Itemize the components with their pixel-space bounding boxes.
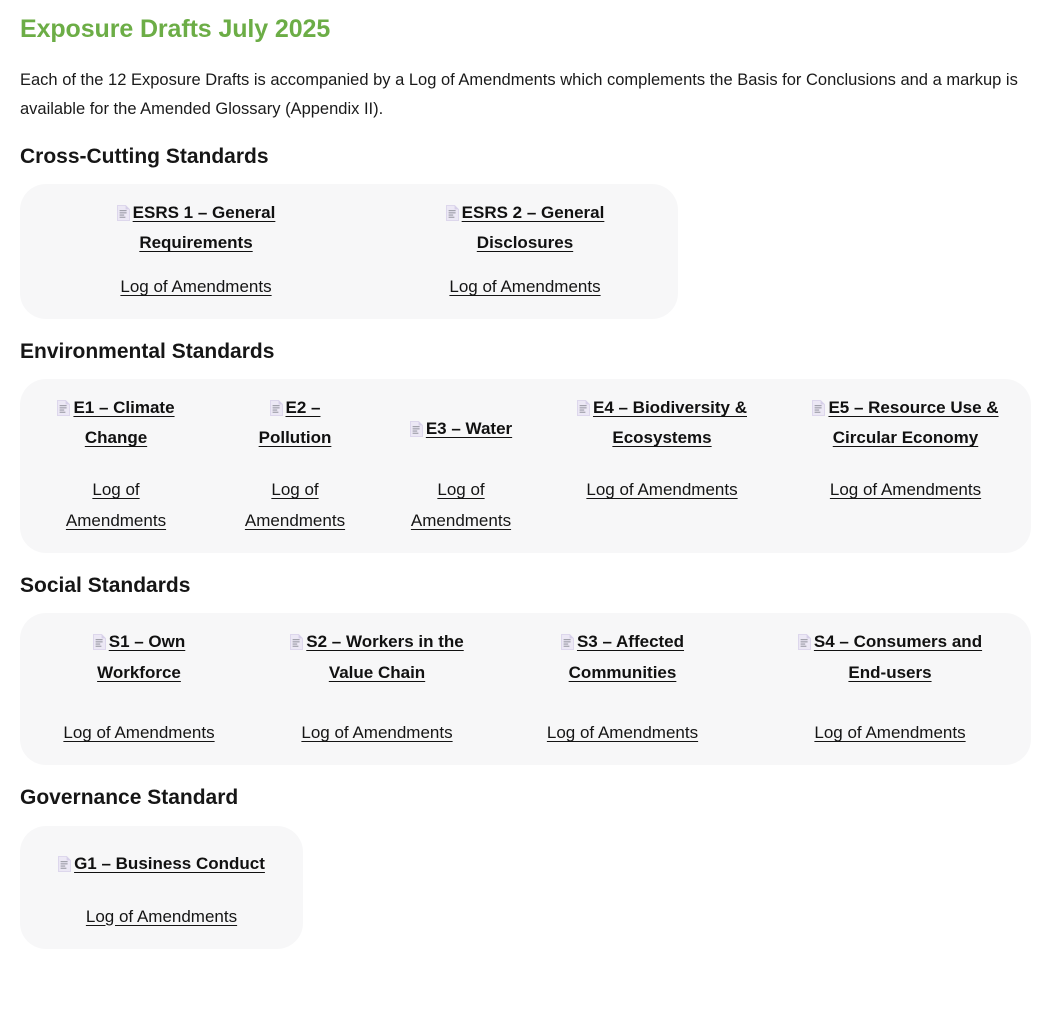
standard-title-row <box>220 393 370 465</box>
log-row <box>552 465 772 506</box>
standard-link-label: E3 – Water <box>425 419 513 439</box>
standard-link-e3[interactable] <box>410 414 512 444</box>
standard-title-row <box>380 198 670 258</box>
log-of-amendments-link-e1[interactable]: Log of Amendments <box>65 480 167 531</box>
standard-link-s1[interactable] <box>73 627 205 687</box>
document-page-icon <box>812 396 825 412</box>
log-of-amendments-link-esrs-2[interactable]: Log of Amendments <box>449 277 601 297</box>
standard-cell-g1 <box>20 840 303 933</box>
document-page-icon <box>93 630 106 646</box>
log-of-amendments-link-s1[interactable]: Log of Amendments <box>63 723 215 743</box>
section-cross-cutting-standards <box>20 144 1033 319</box>
standard-link-label: ESRS 1 – General Requirements <box>132 203 276 253</box>
standard-title-row <box>28 627 250 699</box>
log-of-amendments-link-e5[interactable]: Log of Amendments <box>829 480 982 500</box>
standard-link-label: S1 – Own Workforce <box>97 632 186 682</box>
standard-title-row <box>266 627 488 699</box>
standard-cell-e3 <box>378 393 544 537</box>
standard-cell-e2 <box>212 393 378 537</box>
log-of-amendments-link-esrs-1[interactable]: Log of Amendments <box>120 277 272 297</box>
log-row <box>757 699 1023 749</box>
page-title: Exposure Drafts July 2025 <box>20 15 331 43</box>
standard-link-label: ESRS 2 – General Disclosures <box>461 203 605 253</box>
document-page-icon <box>290 630 303 646</box>
standard-link-esrs-1[interactable] <box>101 198 291 258</box>
standard-cell-esrs-2 <box>372 198 678 303</box>
standard-link-e1[interactable] <box>40 393 192 453</box>
standard-cell-s3 <box>496 627 749 749</box>
card-governance <box>20 826 303 949</box>
standard-cell-s1 <box>20 627 258 749</box>
standard-title-row <box>504 627 741 699</box>
document-page-icon <box>798 630 811 646</box>
standard-title-row <box>28 840 295 888</box>
standard-link-label: S2 – Workers in the Value Chain <box>306 632 464 682</box>
document-page-icon <box>561 630 574 646</box>
log-of-amendments-link-g1[interactable]: Log of Amendments <box>85 906 238 926</box>
document-page-icon <box>270 396 283 412</box>
log-row <box>220 465 370 537</box>
log-of-amendments-link-e4[interactable]: Log of Amendments <box>586 480 738 500</box>
section-heading-governance: Governance Standard <box>20 786 239 810</box>
section-heading-environmental: Environmental Standards <box>20 340 275 364</box>
standard-link-label: S4 – Consumers and End-users <box>813 632 983 682</box>
standard-link-s2[interactable] <box>282 627 472 687</box>
standard-link-label: G1 – Business Conduct <box>74 853 265 873</box>
log-of-amendments-link-e3[interactable]: Log of Amendments <box>410 480 512 531</box>
standard-link-e4[interactable] <box>567 393 757 453</box>
document-page-icon <box>577 396 590 412</box>
log-row <box>380 258 670 303</box>
standard-title-row <box>386 393 536 465</box>
standard-title-row <box>757 627 1023 699</box>
standard-cell-s4 <box>749 627 1031 749</box>
standard-link-e2[interactable] <box>239 393 351 453</box>
standard-title-row <box>28 198 364 258</box>
section-heading-cross-cutting: Cross-Cutting Standards <box>20 144 269 168</box>
document-page-icon <box>117 201 130 217</box>
log-row <box>28 465 204 537</box>
log-row <box>386 465 536 537</box>
standard-link-g1[interactable] <box>58 849 265 879</box>
log-row <box>28 699 250 749</box>
standard-title-row <box>28 393 204 465</box>
standard-cell-e5 <box>780 393 1031 537</box>
standard-cell-s2 <box>258 627 496 749</box>
standard-cell-e1 <box>20 393 212 537</box>
log-row <box>266 699 488 749</box>
section-heading-social: Social Standards <box>20 574 191 598</box>
standard-cell-esrs-1 <box>20 198 372 303</box>
standard-link-s3[interactable] <box>557 627 689 687</box>
section-social-standards <box>20 573 1033 765</box>
log-of-amendments-link-s3[interactable]: Log of Amendments <box>546 723 699 743</box>
standard-link-label: E2 – Pollution <box>258 398 332 448</box>
standard-link-label: E5 – Resource Use & Circular Economy <box>828 398 999 448</box>
log-row <box>28 258 364 303</box>
standard-title-row <box>552 393 772 465</box>
section-governance-standard <box>20 785 1033 948</box>
standard-link-label: E1 – Climate Change <box>73 398 175 448</box>
log-of-amendments-link-s2[interactable]: Log of Amendments <box>301 723 453 743</box>
standard-link-esrs-2[interactable] <box>430 198 620 258</box>
intro-paragraph: Each of the 12 Exposure Drafts is accompanied by a Log of Amendments which complements the Basis for Conclusions and a markup is available for the Amended Glossary (Appendix II). <box>20 71 1018 118</box>
log-of-amendments-link-e2[interactable]: Log of Amendments <box>244 480 346 531</box>
log-row <box>504 699 741 749</box>
standard-link-label: S3 – Affected Communities <box>568 632 685 682</box>
document-page-icon <box>410 417 423 433</box>
standard-link-s4[interactable] <box>795 627 985 687</box>
document-page-icon <box>446 201 459 217</box>
log-of-amendments-link-s4[interactable]: Log of Amendments <box>814 723 966 743</box>
standard-title-row <box>788 393 1023 465</box>
card-environmental <box>20 379 1031 553</box>
standard-link-e5[interactable] <box>806 393 1006 453</box>
document-page-icon <box>58 852 71 868</box>
log-row <box>788 465 1023 506</box>
standard-link-label: E4 – Biodiversity & Ecosystems <box>592 398 747 448</box>
standard-cell-e4 <box>544 393 780 537</box>
section-environmental-standards <box>20 339 1033 553</box>
card-cross-cutting <box>20 184 678 319</box>
document-page-icon <box>57 396 70 412</box>
log-row <box>28 888 295 933</box>
card-social <box>20 613 1031 765</box>
